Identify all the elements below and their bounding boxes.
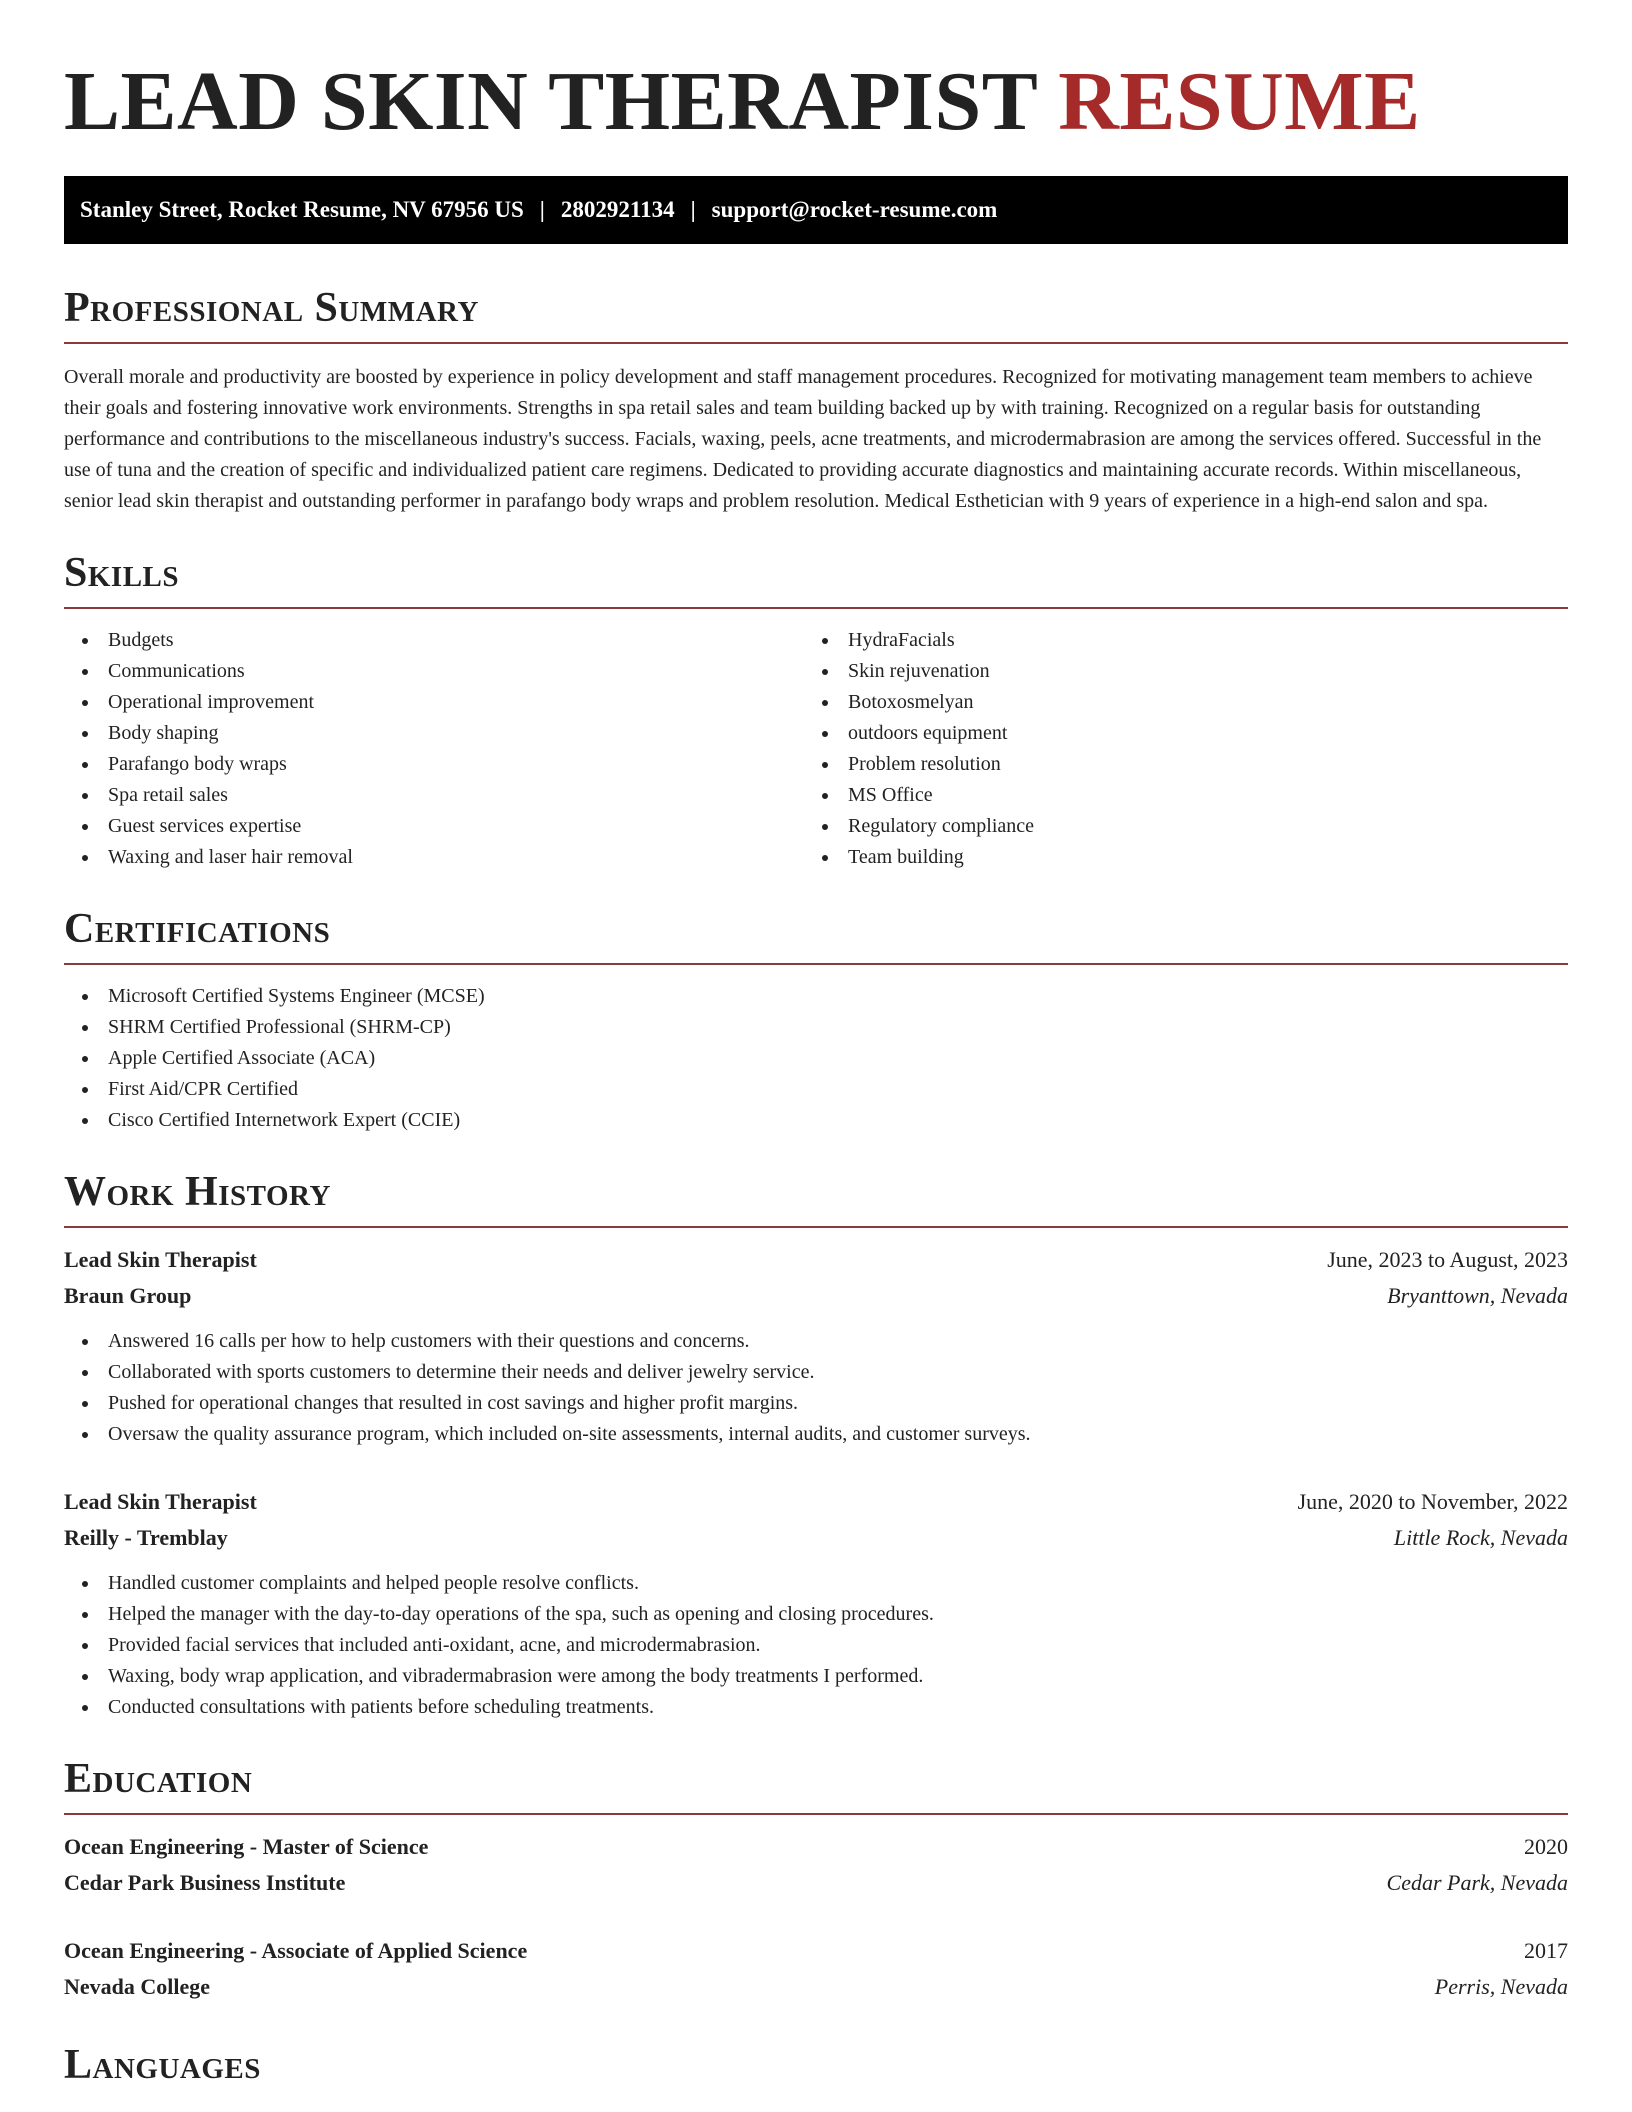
contact-email: support@rocket-resume.com [711, 197, 998, 222]
job-duty: Handled customer complaints and helped people resolve conflicts. [64, 1568, 1568, 1599]
job-location: Little Rock, Nevada [1393, 1525, 1568, 1550]
contact-phone: 2802921134 [560, 197, 675, 222]
education-location: Perris, Nevada [1434, 1974, 1568, 1999]
skill-item: Parafango body wraps [64, 749, 804, 780]
work-history-section [64, 1166, 1568, 1723]
section-divider [64, 342, 1568, 344]
job-duty: Oversaw the quality assurance program, which included on-site assessments, internal audits, and customer surveys. [64, 1419, 1568, 1450]
section-divider [64, 963, 1568, 965]
job-title: Lead Skin Therapist [64, 1247, 257, 1272]
job-company-row [64, 1278, 1568, 1314]
skills-list-left [64, 625, 804, 873]
summary-section [64, 282, 1568, 517]
job-company-row [64, 1520, 1568, 1556]
job-location: Bryanttown, Nevada [1387, 1283, 1568, 1308]
education-year: 2017 [1524, 1938, 1568, 1963]
job-duty: Helped the manager with the day-to-day operations of the spa, such as opening and closing procedures. [64, 1599, 1568, 1630]
skill-item: Problem resolution [804, 749, 1544, 780]
job-entry [64, 1242, 1568, 1450]
job-duties-list [64, 1326, 1568, 1450]
title-main: LEAD SKIN THERAPIST [64, 55, 1037, 148]
education-section [64, 1753, 1568, 2005]
skill-item: Botoxosmelyan [804, 687, 1544, 718]
section-heading-work-history: Work History [64, 1169, 331, 1215]
certifications-section [64, 903, 1568, 1136]
skill-item: Team building [804, 842, 1544, 873]
skill-item: HydraFacials [804, 625, 1544, 656]
education-location: Cedar Park, Nevada [1386, 1870, 1568, 1895]
skill-item: Waxing and laser hair removal [64, 842, 804, 873]
education-school-row [64, 1969, 1568, 2005]
certifications-list [64, 981, 1568, 1136]
skill-item: Operational improvement [64, 687, 804, 718]
education-degree-row [64, 1933, 1568, 1969]
title-accent: RESUME [1058, 55, 1421, 148]
education-school: Cedar Park Business Institute [64, 1870, 346, 1895]
skill-item: Guest services expertise [64, 811, 804, 842]
job-header-row [64, 1484, 1568, 1520]
job-duty: Collaborated with sports customers to determine their needs and deliver jewelry service. [64, 1357, 1568, 1388]
job-duty: Conducted consultations with patients before scheduling treatments. [64, 1692, 1568, 1723]
job-duties-list [64, 1568, 1568, 1723]
section-heading-certifications: Certifications [64, 906, 331, 952]
skill-item: Spa retail sales [64, 780, 804, 811]
job-entry [64, 1484, 1568, 1723]
job-dates: June, 2020 to November, 2022 [1297, 1489, 1568, 1514]
languages-section [64, 2039, 1568, 2091]
job-duty: Waxing, body wrap application, and vibradermabrasion were among the body treatments I performed. [64, 1661, 1568, 1692]
job-duty: Provided facial services that included anti-oxidant, acne, and microdermabrasion. [64, 1630, 1568, 1661]
job-duty: Pushed for operational changes that resulted in cost savings and higher profit margins. [64, 1388, 1568, 1419]
section-divider [64, 1813, 1568, 1815]
skill-item: MS Office [804, 780, 1544, 811]
certification-item: First Aid/CPR Certified [64, 1074, 1568, 1105]
job-title: Lead Skin Therapist [64, 1489, 257, 1514]
section-heading-languages: Languages [64, 2042, 261, 2088]
certification-item: Microsoft Certified Systems Engineer (MCSE) [64, 981, 1568, 1012]
skill-item: Budgets [64, 625, 804, 656]
skills-section [64, 547, 1568, 873]
skill-item: Communications [64, 656, 804, 687]
section-divider [64, 1226, 1568, 1228]
certification-item: Apple Certified Associate (ACA) [64, 1043, 1568, 1074]
education-degree: Ocean Engineering - Master of Science [64, 1834, 429, 1859]
contact-separator: | [690, 197, 696, 222]
skill-item: outdoors equipment [804, 718, 1544, 749]
skill-item: Body shaping [64, 718, 804, 749]
skills-grid [64, 609, 1568, 873]
education-school-row [64, 1865, 1568, 1901]
contact-address: Stanley Street, Rocket Resume, NV 67956 US [80, 197, 524, 222]
education-degree-row [64, 1829, 1568, 1865]
summary-text: Overall morale and productivity are boosted by experience in policy development and staff management procedures. Recognized for motivating management team members to achieve their goals and fostering innovative work environments. Strengths in spa retail sales and team building backed up by with training. Recognized on a regular basis for outstanding performance and contributions to the miscellaneous industry's success. Facials, waxing, peels, acne treatments, and microdermabrasion are among the services offered. Successful in the use of tuna and the creation of specific and individualized patient care regimens. Dedicated to providing accurate diagnostics and maintaining accurate records. Within miscellaneous, senior lead skin therapist and outstanding performer in parafango body wraps and problem resolution. Medical Esthetician with 9 years of experience in a high-end salon and spa. [64, 366, 1542, 512]
education-school: Nevada College [64, 1974, 211, 1999]
skills-list-right [804, 625, 1544, 873]
contact-bar [64, 176, 1568, 244]
job-company: Braun Group [64, 1283, 192, 1308]
skill-item: Regulatory compliance [804, 811, 1544, 842]
job-company: Reilly - Tremblay [64, 1525, 228, 1550]
education-entry [64, 1829, 1568, 1901]
education-degree: Ocean Engineering - Associate of Applied Science [64, 1938, 528, 1963]
job-duty: Answered 16 calls per how to help customers with their questions and concerns. [64, 1326, 1568, 1357]
education-entry [64, 1933, 1568, 2005]
resume-page [64, 0, 1568, 2091]
section-heading-education: Education [64, 1756, 253, 1802]
section-heading-summary: Professional Summary [64, 285, 479, 331]
section-heading-skills: Skills [64, 550, 180, 596]
skill-item: Skin rejuvenation [804, 656, 1544, 687]
certification-item: SHRM Certified Professional (SHRM-CP) [64, 1012, 1568, 1043]
education-year: 2020 [1524, 1834, 1568, 1859]
certification-item: Cisco Certified Internetwork Expert (CCIE) [64, 1105, 1568, 1136]
job-dates: June, 2023 to August, 2023 [1327, 1247, 1568, 1272]
job-header-row [64, 1242, 1568, 1278]
resume-title [64, 0, 1568, 152]
contact-separator: | [539, 197, 545, 222]
